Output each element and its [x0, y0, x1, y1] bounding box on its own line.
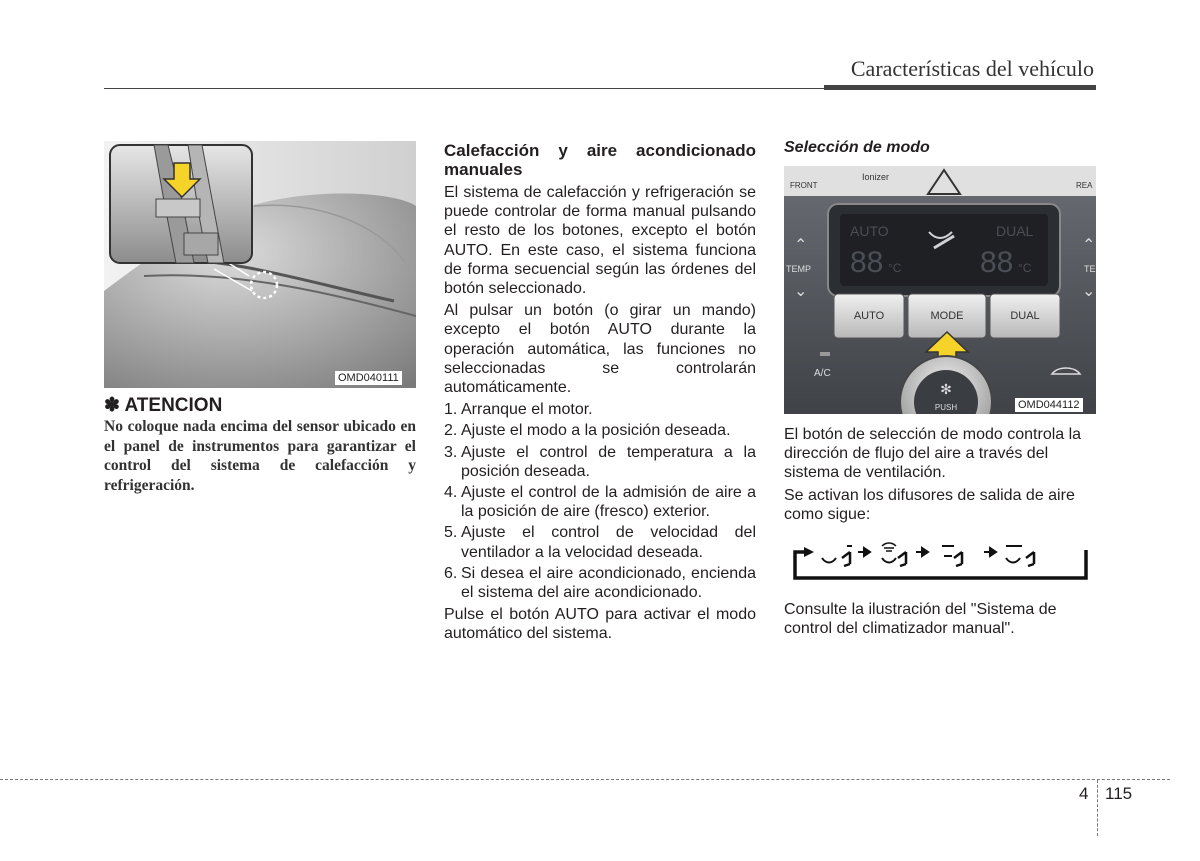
running-title: Características del vehículo	[850, 56, 1094, 81]
arrow-right-icon	[916, 548, 928, 556]
list-item: 5. Ajuste el control de velocidad del ventilador a la velocidad deseada.	[444, 524, 756, 561]
arrow-right-icon	[858, 548, 870, 556]
bilevel-vent-icon	[882, 543, 906, 566]
arrow-right-icon	[984, 548, 996, 556]
mode-button: MODE	[930, 310, 964, 322]
lcd-dual: DUAL	[996, 223, 1034, 239]
mode-text-block	[784, 425, 1096, 527]
paragraph-manual-intro: El sistema de calefacción y refrigeración se puede controlar de forma manual pulsando el resto de los botones, excepto el botón AUTO. En este caso, el sistema funciona de forma secuencial según las órdenes del botón seleccionado.	[444, 184, 756, 298]
list-item: 6. Si desea el aire acondicionado, encienda el sistema del aire acondicionado.	[444, 564, 756, 602]
lcd-temp-left: 88	[850, 246, 884, 279]
list-item: 1. Arranque el motor.	[444, 401, 593, 419]
list-item: 3. Ajuste el control de temperatura a la posición deseada.	[444, 443, 756, 480]
ionizer-label: Ionizer	[862, 172, 890, 182]
lcd-auto: AUTO	[850, 223, 889, 239]
rear-defrost-label: REA	[1076, 181, 1093, 190]
footer-rule	[0, 779, 1170, 780]
climate-control-panel-illustration	[784, 166, 1096, 414]
sensor-figure	[104, 141, 416, 388]
paragraph-reference: Consulte la ilustración del "Sistema de control del climatizador manual".	[784, 601, 1057, 638]
header-rule-accent	[824, 85, 1096, 90]
ac-button: A/C	[814, 368, 831, 379]
climate-panel-figure	[784, 166, 1096, 414]
warning-title: ✽ ATENCION	[104, 395, 223, 416]
dual-button: DUAL	[1010, 310, 1040, 322]
dashboard-sensor-illustration	[104, 141, 416, 388]
paragraph-mode-control: El botón de selección de modo controla la dirección de flujo del aire a través del sistema de ventilación.	[784, 426, 1082, 482]
paragraph-manual-auto: Al pulsar un botón (o girar un mando) excepto el botón AUTO durante la operación automática, las funciones no seleccionadas se controlarán automáticamente.	[444, 302, 756, 397]
lcd-unit-left: °C	[888, 261, 902, 275]
temp-up-left-icon: ⌃	[794, 237, 808, 254]
list-item: 2. Ajuste el modo a la posición deseada.	[444, 422, 731, 440]
floor-defrost-vent-icon	[1006, 546, 1034, 566]
front-defrost-label: FRONT	[790, 181, 818, 190]
paragraph-auto-mode: Pulse el botón AUTO para activar el modo automático del sistema.	[444, 606, 756, 643]
footer-divider	[1097, 780, 1098, 836]
figure-code-sensor: OMD040111	[335, 371, 402, 385]
reference-text	[784, 600, 1096, 641]
temp-label-right: TE	[1084, 264, 1096, 274]
chapter-number: 4	[1079, 784, 1089, 803]
section-heading-manual: Calefacción y aire acondicionado manuales	[444, 141, 756, 179]
temp-down-right-icon: ⌄	[1082, 283, 1096, 300]
face-vent-icon	[822, 546, 852, 566]
knob-push-label: PUSH	[934, 403, 958, 412]
lcd-unit-right: °C	[1018, 261, 1032, 275]
temp-down-left-icon: ⌄	[794, 283, 808, 300]
warning-body: No coloque nada encima del sensor ubicado en el panel de instrumentos para garantizar el control del sistema de calefacción y refrigeración.	[104, 418, 416, 494]
temp-label-left: TEMP	[786, 264, 812, 274]
page-number: 115	[1105, 784, 1133, 803]
floor-vent-icon	[942, 546, 962, 566]
manual-climate-section	[444, 141, 756, 647]
list-item: 4. Ajuste el control de la admisión de aire a la posición de aire (fresco) exterior.	[444, 484, 756, 521]
figure-code-panel: OMD044112	[1015, 398, 1083, 412]
paragraph-mode-outlets: Se activan los difusores de salida de aire como sigue:	[784, 486, 1075, 523]
section-heading-mode: Selección de modo	[784, 139, 930, 156]
fan-icon: ✻	[940, 381, 952, 397]
steps-list	[444, 400, 756, 602]
temp-up-right-icon: ⌃	[1082, 237, 1096, 254]
auto-button: AUTO	[853, 310, 885, 322]
mode-sequence-diagram	[792, 538, 1090, 582]
lcd-temp-right: 88	[980, 246, 1014, 279]
